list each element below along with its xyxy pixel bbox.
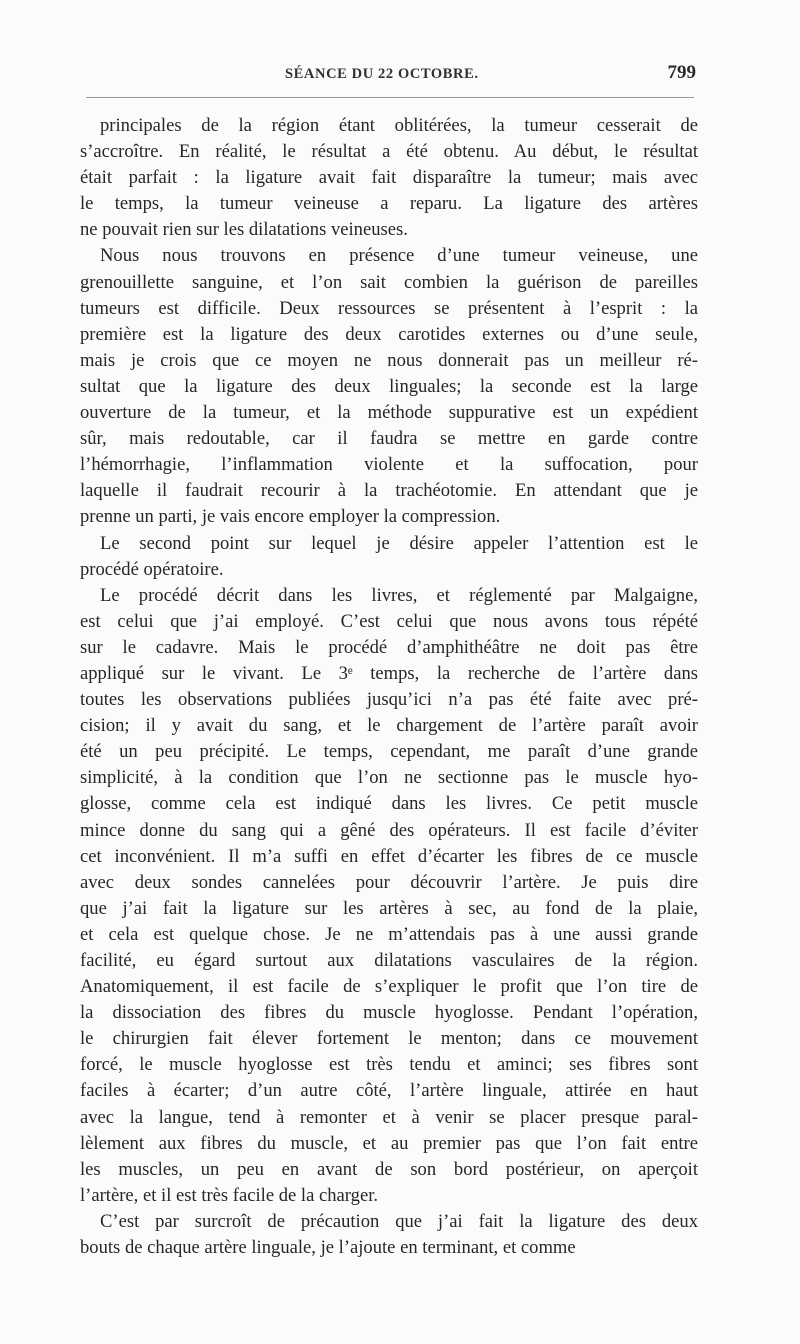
text-line: avec deux sondes cannelées pour découvrir l’artère. Je puis dire	[80, 871, 698, 893]
text-line: ouverture de la tumeur, et la méthode suppurative est un expédient	[80, 402, 698, 424]
text-line: cet inconvénient. Il m’a suffi en effet d’écarter les fibres de ce muscle	[80, 845, 698, 867]
text-line: première est la ligature des deux carotides externes ou d’une seule,	[80, 323, 698, 345]
text-line: appliqué sur le vivant. Le 3ᵉ temps, la recherche de l’artère dans	[80, 662, 698, 684]
paragraph	[80, 243, 698, 530]
paragraph	[80, 1209, 698, 1261]
text-line: sultat que la ligature des deux linguales; la seconde est la large	[80, 375, 698, 397]
text-line: principales de la région étant oblitérées, la tumeur cesserait de	[100, 115, 698, 136]
text-line: cision; il y avait du sang, et le chargement de l’artère paraît avoir	[80, 715, 698, 737]
text-line: le chirurgien fait élever fortement le menton; dans ce mouvement	[80, 1028, 698, 1050]
text-line: facilité, eu égard surtout aux dilatations vasculaires de la région.	[80, 950, 698, 971]
text-line: les muscles, un peu en avant de son bord postérieur, on aperçoit	[80, 1158, 698, 1180]
paragraph	[80, 113, 698, 243]
text-line: l’artère, et il est très facile de la charger.	[80, 1184, 379, 1206]
text-line: tumeurs est difficile. Deux ressources se présentent à l’esprit : la	[80, 297, 698, 319]
text-line: simplicité, à la condition que l’on ne sectionne pas le muscle hyo-	[80, 767, 698, 789]
text-line: et cela est quelque chose. Je ne m’attendais pas à une aussi grande	[80, 923, 698, 945]
text-line: faciles à écarter; d’un autre côté, l’artère linguale, attirée en haut	[80, 1080, 698, 1102]
text-line: Anatomiquement, il est facile de s’expliquer le profit que l’on tire de	[80, 976, 698, 998]
text-line: mince donne du sang qui a gêné des opérateurs. Il est facile d’éviter	[80, 819, 698, 841]
text-line: toutes les observations publiées jusqu’ici n’a pas été faite avec pré-	[80, 689, 698, 711]
text-line: Le second point sur lequel je désire appeler l’attention est le	[100, 532, 698, 554]
text-line: Le procédé décrit dans les livres, et réglementé par Malgaigne,	[100, 584, 698, 606]
text-line: ne pouvait rien sur les dilatations veineuses.	[80, 219, 408, 241]
text-line: forcé, le muscle hyoglosse est très tendu et aminci; ses fibres sont	[80, 1054, 698, 1076]
text-line: mais je crois que ce moyen ne nous donnerait pas un meilleur ré-	[80, 349, 698, 371]
paragraph	[80, 531, 698, 583]
page-number: 799	[667, 62, 696, 83]
text-line: Nous nous trouvons en présence d’une tumeur veineuse, une	[100, 245, 698, 267]
text-line: est celui que j’ai employé. C’est celui que nous avons tous répété	[80, 610, 698, 632]
text-line: été un peu précipité. Le temps, cependant, me paraît d’une grande	[80, 741, 698, 763]
body-text	[80, 113, 698, 1261]
text-line: C’est par surcroît de précaution que j’ai fait la ligature des deux	[100, 1210, 698, 1232]
text-line: était parfait : la ligature avait fait disparaître la tumeur; mais avec	[80, 167, 698, 189]
text-line: prenne un parti, je vais encore employer la compression.	[80, 506, 501, 528]
text-line: glosse, comme cela est indiqué dans les livres. Ce petit muscle	[80, 793, 698, 815]
text-line: bouts de chaque artère linguale, je l’ajoute en terminant, et comme	[80, 1237, 576, 1259]
text-line: procédé opératoire.	[80, 558, 224, 580]
header-rule	[86, 97, 694, 98]
page-header	[80, 58, 698, 88]
text-line: que j’ai fait la ligature sur les artères à sec, au fond de la plaie,	[80, 897, 698, 919]
text-line: sûr, mais redoutable, car il faudra se mettre en garde contre	[80, 428, 698, 450]
running-head: SÉANCE DU 22 OCTOBRE.	[285, 66, 479, 82]
text-line: avec la langue, tend à remonter et à venir se placer presque paral-	[80, 1106, 698, 1128]
text-line: grenouillette sanguine, et l’on sait combien la guérison de pareilles	[80, 271, 698, 293]
text-line: s’accroître. En réalité, le résultat a été obtenu. Au début, le résultat	[80, 141, 698, 163]
text-line: la dissociation des fibres du muscle hyoglosse. Pendant l’opération,	[80, 1002, 698, 1024]
text-line: sur le cadavre. Mais le procédé d’amphithéâtre ne doit pas être	[80, 636, 698, 658]
book-page	[80, 0, 698, 1344]
text-line: lèlement aux fibres du muscle, et au premier pas que l’on fait entre	[80, 1132, 698, 1154]
text-line: laquelle il faudrait recourir à la trachéotomie. En attendant que je	[80, 480, 698, 502]
paragraph	[80, 583, 698, 1209]
text-line: l’hémorrhagie, l’inflammation violente et la suffocation, pour	[80, 454, 698, 476]
text-line: le temps, la tumeur veineuse a reparu. La ligature des artères	[80, 193, 698, 215]
